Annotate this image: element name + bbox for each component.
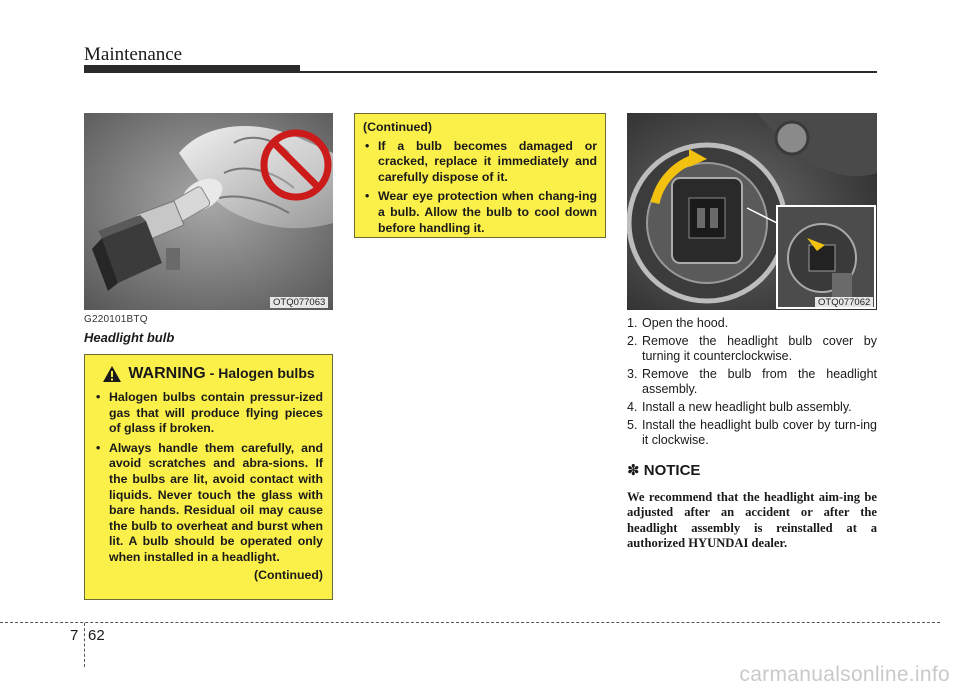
bulb-handling-photo <box>84 113 333 310</box>
header-rule <box>84 71 877 73</box>
notice-title-text: NOTICE <box>643 462 701 479</box>
notice-title <box>627 461 700 479</box>
list-item: 4. Install a new headlight bulb assembly. <box>627 399 852 414</box>
notice-symbol-icon: ✽ <box>627 462 640 479</box>
section-heading: Headlight bulb <box>84 330 175 345</box>
figure-caption: OTQ077063 <box>270 297 328 308</box>
continued-label: (Continued) <box>254 567 323 582</box>
warning-subtitle: - Halogen bulbs <box>209 365 315 382</box>
warning-triangle-icon <box>102 365 122 383</box>
warning-word: WARNING <box>128 365 206 383</box>
chapter-number: 7 <box>70 627 79 644</box>
watermark: carmanualsonline.info <box>739 663 950 686</box>
warning-bullet: • Always handle them carefully, and avoid scratches and abra-sions. If the bulbs are lit, avoid contact with liquids. Never touch the glass with bare hands. Residual oil may cause the bulb to overheat and burst when lit. A bulb should be operated only when installed in a headlight. <box>96 440 323 564</box>
page-number: 62 <box>88 627 105 644</box>
warning-header <box>94 365 323 383</box>
no-touch-prohibited-icon <box>264 133 328 197</box>
headlight-assembly-photo <box>627 113 877 310</box>
list-item: 1. Open the hood. <box>627 316 729 330</box>
continued-label: (Continued) <box>363 120 432 134</box>
list-item: 2. Remove the headlight bulb cover by turning it counterclockwise. <box>627 333 877 364</box>
footer-rule <box>0 622 940 623</box>
warning-bullet: • Halogen bulbs contain pressur-ized gas that will produce flying pieces of glass if broken. <box>96 390 323 436</box>
warning-bullet: • If a bulb becomes damaged or cracked, replace it immediately and carefully dispose of it. <box>365 138 597 184</box>
list-item: 5. Install the headlight bulb cover by turn-ing it clockwise. <box>627 417 877 448</box>
list-item: 3. Remove the bulb from the headlight assembly. <box>627 366 877 397</box>
warning-bullet: • Wear eye protection when chang-ing a bulb. Allow the bulb to cool down before handling it. <box>365 189 597 235</box>
page-title: Maintenance <box>84 44 183 65</box>
figure-caption: OTQ077062 <box>815 297 873 308</box>
notice-body: We recommend that the headlight aim-ing be adjusted after an accident or after the headlight assembly is reinstalled at a authorized HYUNDAI dealer. <box>627 490 877 551</box>
warning-box <box>84 354 333 600</box>
procedure-steps <box>627 316 877 451</box>
footer-divider <box>84 623 85 667</box>
section-code: G220101BTQ <box>84 314 148 325</box>
continued-warning-box <box>354 113 606 238</box>
